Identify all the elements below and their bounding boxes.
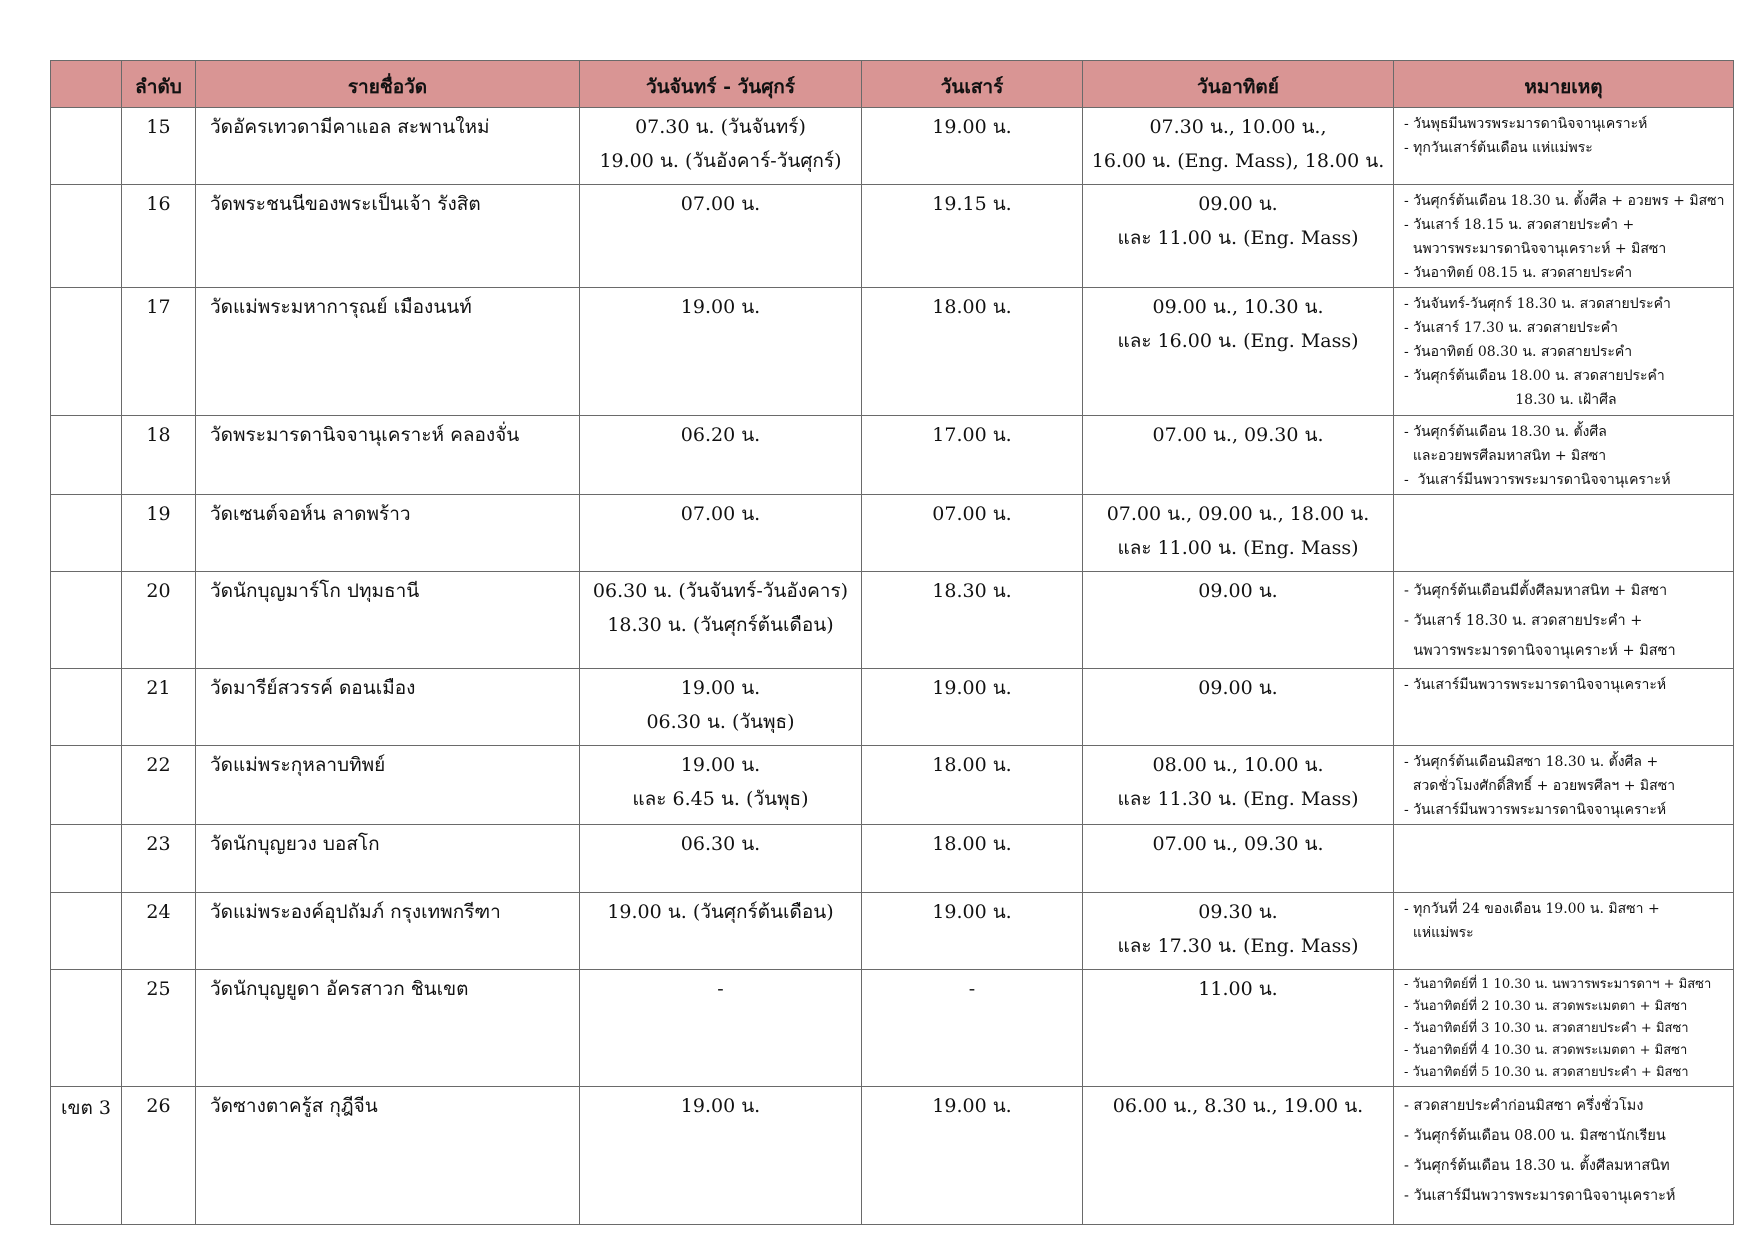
sunday-time-line: 09.30 น. (1198, 901, 1278, 923)
note-line: - วันอาทิตย์ 08.15 น. สวดสายประคำ (1404, 265, 1633, 281)
header-sunday: วันอาทิตย์ (1083, 61, 1394, 108)
weekday-time-line: 07.30 น. (วันจันทร์) (635, 116, 806, 138)
zone-cell (51, 185, 122, 288)
sunday-time-line: 07.00 น., 09.30 น. (1152, 424, 1324, 446)
note-line: - วันศุกร์ต้นเดือนมีตั้งศีลมหาสนิท + มิสซา (1404, 583, 1668, 599)
zone-cell: เขต 3 (51, 1087, 122, 1225)
order-cell: 15 (122, 108, 196, 185)
sunday-time-line: 09.00 น. (1198, 677, 1278, 699)
sunday-time-cell (1083, 746, 1394, 825)
weekday-time-cell (580, 825, 862, 893)
weekday-time-line: 06.30 น. (680, 833, 761, 855)
saturday-time-cell (862, 746, 1083, 825)
note-line: - วันอาทิตย์ที่ 5 10.30 น. สวดสายประคำ + มิสซา (1404, 1065, 1689, 1080)
sunday-time-line: 07.30 น., 10.00 น., (1149, 116, 1327, 138)
order-cell: 24 (122, 893, 196, 970)
saturday-time-cell (862, 495, 1083, 572)
note-line: - วันอาทิตย์ที่ 2 10.30 น. สวดพระเมตตา + มิสซา (1404, 999, 1688, 1014)
notes-cell (1394, 416, 1734, 495)
note-line: - วันเสาร์มีนพวารพระมารดานิจจานุเคราะห์ (1404, 677, 1667, 693)
saturday-time-line: 18.00 น. (932, 833, 1012, 855)
sunday-time-cell (1083, 572, 1394, 669)
weekday-time-line: 07.00 น. (680, 503, 761, 525)
saturday-time-cell (862, 825, 1083, 893)
saturday-time-line: 17.00 น. (932, 424, 1012, 446)
mass-schedule-table (50, 60, 1734, 1225)
zone-cell (51, 288, 122, 416)
saturday-time-line: 19.00 น. (932, 677, 1012, 699)
weekday-time-line: - (717, 978, 724, 1000)
sunday-time-line: และ 17.30 น. (Eng. Mass) (1117, 935, 1359, 957)
note-line: - ทุกวันเสาร์ต้นเดือน แห่แม่พระ (1404, 140, 1593, 156)
note-line: นพวารพระมารดานิจจานุเคราะห์ + มิสซา (1404, 643, 1676, 659)
table-row (51, 108, 1734, 185)
order-cell: 18 (122, 416, 196, 495)
sunday-time-cell (1083, 185, 1394, 288)
saturday-time-line: 19.00 น. (932, 1095, 1012, 1117)
note-line: - วันอาทิตย์ 08.30 น. สวดสายประคำ (1404, 344, 1633, 360)
table-row (51, 970, 1734, 1087)
church-name-cell: วัดเซนต์จอห์น ลาดพร้าว (196, 495, 580, 572)
weekday-time-line: 19.00 น. (วันอังคาร์-วันศุกร์) (599, 150, 842, 172)
saturday-time-cell (862, 669, 1083, 746)
sunday-time-cell (1083, 1087, 1394, 1225)
table-row (51, 893, 1734, 970)
church-name-cell: วัดนักบุญมาร์โก ปทุมธานี (196, 572, 580, 669)
note-line: - วันศุกร์ต้นเดือน 18.30 น. ตั้งศีล (1404, 424, 1607, 440)
notes-cell (1394, 108, 1734, 185)
saturday-time-cell (862, 970, 1083, 1087)
weekday-time-cell (580, 185, 862, 288)
weekday-time-cell (580, 416, 862, 495)
church-name-cell: วัดพระชนนีของพระเป็นเจ้า รังสิต (196, 185, 580, 288)
note-line: - วันศุกร์ต้นเดือนมิสซา 18.30 น. ตั้งศีล + (1404, 754, 1659, 770)
church-name-cell: วัดนักบุญยวง บอสโก (196, 825, 580, 893)
sunday-time-line: 16.00 น. (Eng. Mass), 18.00 น. (1091, 150, 1385, 172)
saturday-time-line: 19.00 น. (932, 116, 1012, 138)
weekday-time-line: 19.00 น. (680, 677, 761, 699)
header-weekday: วันจันทร์ - วันศุกร์ (580, 61, 862, 108)
weekday-time-line: 19.00 น. (680, 1095, 761, 1117)
sunday-time-line: และ 11.00 น. (Eng. Mass) (1117, 537, 1359, 559)
note-line: - วันเสาร์ 18.15 น. สวดสายประคำ + (1404, 217, 1635, 233)
table-row (51, 416, 1734, 495)
note-line: - ทุกวันที่ 24 ของเดือน 19.00 น. มิสซา + (1404, 901, 1660, 917)
weekday-time-line: 19.00 น. (วันศุกร์ต้นเดือน) (607, 901, 834, 923)
note-line: - วันศุกร์ต้นเดือน 18.00 น. สวดสายประคำ (1404, 368, 1665, 384)
header-order: ลำดับ (122, 61, 196, 108)
sunday-time-cell (1083, 495, 1394, 572)
order-cell: 26 (122, 1087, 196, 1225)
order-cell: 19 (122, 495, 196, 572)
note-line: สวดชั่วโมงศักดิ์สิทธิ์ + อวยพรศีลฯ + มิสซา (1404, 778, 1676, 794)
zone-cell (51, 108, 122, 185)
note-line: นพวารพระมารดานิจจานุเคราะห์ + มิสซา (1404, 241, 1667, 257)
saturday-time-cell (862, 416, 1083, 495)
sunday-time-line: 11.00 น. (1198, 978, 1278, 1000)
zone-cell (51, 893, 122, 970)
sunday-time-cell (1083, 108, 1394, 185)
zone-cell (51, 825, 122, 893)
weekday-time-line: 18.30 น. (วันศุกร์ต้นเดือน) (607, 614, 834, 636)
note-line: - วันอาทิตย์ที่ 4 10.30 น. สวดพระเมตตา + มิสซา (1404, 1043, 1688, 1058)
sunday-time-cell (1083, 825, 1394, 893)
order-cell: 25 (122, 970, 196, 1087)
note-line: - วันเสาร์มีนพวารพระมารดานิจจานุเคราะห์ (1404, 472, 1671, 488)
zone-cell (51, 495, 122, 572)
notes-cell (1394, 288, 1734, 416)
notes-cell (1394, 185, 1734, 288)
zone-cell (51, 746, 122, 825)
weekday-time-cell (580, 288, 862, 416)
notes-cell (1394, 1087, 1734, 1225)
table-row (51, 495, 1734, 572)
table-row (51, 825, 1734, 893)
church-name-cell: วัดอัครเทวดามีคาแอล สะพานใหม่ (196, 108, 580, 185)
sunday-time-cell (1083, 669, 1394, 746)
schedule-page (50, 60, 1733, 1225)
sunday-time-line: 09.00 น. (1198, 580, 1278, 602)
saturday-time-line: - (968, 978, 976, 1000)
weekday-time-cell (580, 893, 862, 970)
order-cell: 20 (122, 572, 196, 669)
church-name-cell: วัดพระมารดานิจจานุเคราะห์ คลองจั่น (196, 416, 580, 495)
header-row (51, 61, 1734, 108)
note-line: - วันเสาร์มีนพวารพระมารดานิจจานุเคราะห์ (1404, 1188, 1676, 1204)
order-cell: 22 (122, 746, 196, 825)
weekday-time-cell (580, 746, 862, 825)
note-line: - วันศุกร์ต้นเดือน 08.00 น. มิสซานักเรียน (1404, 1128, 1666, 1144)
church-name-cell: วัดแม่พระองค์อุปถัมภ์ กรุงเทพกรีฑา (196, 893, 580, 970)
saturday-time-cell (862, 893, 1083, 970)
table-row (51, 1087, 1734, 1225)
weekday-time-cell (580, 572, 862, 669)
note-line: - วันพุธมีนพวรพระมารดานิจจานุเคราะห์ (1404, 116, 1648, 132)
saturday-time-cell (862, 1087, 1083, 1225)
saturday-time-line: 18.00 น. (932, 754, 1012, 776)
header-zone (51, 61, 122, 108)
saturday-time-line: 19.15 น. (932, 193, 1012, 215)
note-line: - วันศุกร์ต้นเดือน 18.30 น. ตั้งศีลมหาสนิท (1404, 1158, 1670, 1174)
sunday-time-cell (1083, 893, 1394, 970)
saturday-time-line: 18.00 น. (932, 296, 1012, 318)
church-name-cell: วัดซางตาครู้ส กุฎีจีน (196, 1087, 580, 1225)
sunday-time-line: 08.00 น., 10.00 น. (1152, 754, 1324, 776)
header-notes: หมายเหตุ (1394, 61, 1734, 108)
note-line: - วันเสาร์มีนพวารพระมารดานิจจานุเคราะห์ (1404, 802, 1667, 818)
notes-cell (1394, 970, 1734, 1087)
saturday-time-cell (862, 108, 1083, 185)
saturday-time-cell (862, 288, 1083, 416)
saturday-time-cell (862, 185, 1083, 288)
church-name-cell: วัดแม่พระกุหลาบทิพย์ (196, 746, 580, 825)
sunday-time-line: 09.00 น. (1198, 193, 1278, 215)
table-row (51, 572, 1734, 669)
church-name-cell: วัดนักบุญยูดา อัครสาวก ชินเขต (196, 970, 580, 1087)
saturday-time-cell (862, 572, 1083, 669)
weekday-time-cell (580, 970, 862, 1087)
table-row (51, 746, 1734, 825)
sunday-time-line: 07.00 น., 09.30 น. (1152, 833, 1324, 855)
sunday-time-line: 07.00 น., 09.00 น., 18.00 น. (1106, 503, 1370, 525)
sunday-time-cell (1083, 416, 1394, 495)
saturday-time-line: 19.00 น. (932, 901, 1012, 923)
notes-cell (1394, 893, 1734, 970)
order-cell: 23 (122, 825, 196, 893)
weekday-time-line: 06.20 น. (680, 424, 761, 446)
sunday-time-line: และ 11.30 น. (Eng. Mass) (1117, 788, 1359, 810)
weekday-time-line: 07.00 น. (680, 193, 761, 215)
sunday-time-cell (1083, 288, 1394, 416)
note-line: - วันเสาร์ 18.30 น. สวดสายประคำ + (1404, 613, 1643, 629)
saturday-time-line: 18.30 น. (932, 580, 1012, 602)
notes-cell (1394, 572, 1734, 669)
church-name-cell: วัดแม่พระมหาการุณย์ เมืองนนท์ (196, 288, 580, 416)
notes-cell (1394, 746, 1734, 825)
header-saturday: วันเสาร์ (862, 61, 1083, 108)
zone-cell (51, 572, 122, 669)
order-cell: 17 (122, 288, 196, 416)
order-cell: 21 (122, 669, 196, 746)
note-line: และอวยพรศีลมหาสนิท + มิสซา (1404, 448, 1607, 464)
weekday-time-line: 19.00 น. (680, 754, 761, 776)
sunday-time-line: และ 16.00 น. (Eng. Mass) (1117, 330, 1359, 352)
sunday-time-line: 06.00 น., 8.30 น., 19.00 น. (1112, 1095, 1364, 1117)
note-line: - วันเสาร์ 17.30 น. สวดสายประคำ (1404, 320, 1619, 336)
weekday-time-cell (580, 495, 862, 572)
notes-cell (1394, 495, 1734, 572)
order-cell: 16 (122, 185, 196, 288)
weekday-time-line: 06.30 น. (วันพุธ) (646, 711, 795, 733)
schedule-body (51, 108, 1734, 1225)
sunday-time-line: 09.00 น., 10.30 น. (1152, 296, 1324, 318)
note-line: 18.30 น. เฝ้าศีล (1404, 392, 1617, 408)
sunday-time-line: และ 11.00 น. (Eng. Mass) (1117, 227, 1359, 249)
church-name-cell: วัดมารีย์สวรรค์ ดอนเมือง (196, 669, 580, 746)
weekday-time-cell (580, 1087, 862, 1225)
notes-cell (1394, 669, 1734, 746)
note-line: - วันอาทิตย์ที่ 1 10.30 น. นพวารพระมารดาฯ + มิสซา (1404, 977, 1712, 992)
weekday-time-line: และ 6.45 น. (วันพุธ) (632, 788, 809, 810)
zone-cell (51, 416, 122, 495)
note-line: - วันจันทร์-วันศุกร์ 18.30 น. สวดสายประคำ (1404, 296, 1671, 312)
header-church-name: รายชื่อวัด (196, 61, 580, 108)
table-row (51, 185, 1734, 288)
weekday-time-cell (580, 108, 862, 185)
table-row (51, 669, 1734, 746)
zone-cell (51, 669, 122, 746)
note-line: แห่แม่พระ (1404, 925, 1474, 941)
note-line: - สวดสายประคำก่อนมิสซา ครึ่งชั่วโมง (1404, 1098, 1644, 1114)
notes-cell (1394, 825, 1734, 893)
weekday-time-line: 19.00 น. (680, 296, 761, 318)
weekday-time-cell (580, 669, 862, 746)
weekday-time-line: 06.30 น. (วันจันทร์-วันอังคาร) (592, 580, 849, 602)
note-line: - วันศุกร์ต้นเดือน 18.30 น. ตั้งศีล + อวยพร + มิสซา (1404, 193, 1725, 209)
note-line: - วันอาทิตย์ที่ 3 10.30 น. สวดสายประคำ + มิสซา (1404, 1021, 1689, 1036)
saturday-time-line: 07.00 น. (932, 503, 1012, 525)
zone-cell (51, 970, 122, 1087)
table-row (51, 288, 1734, 416)
sunday-time-cell (1083, 970, 1394, 1087)
